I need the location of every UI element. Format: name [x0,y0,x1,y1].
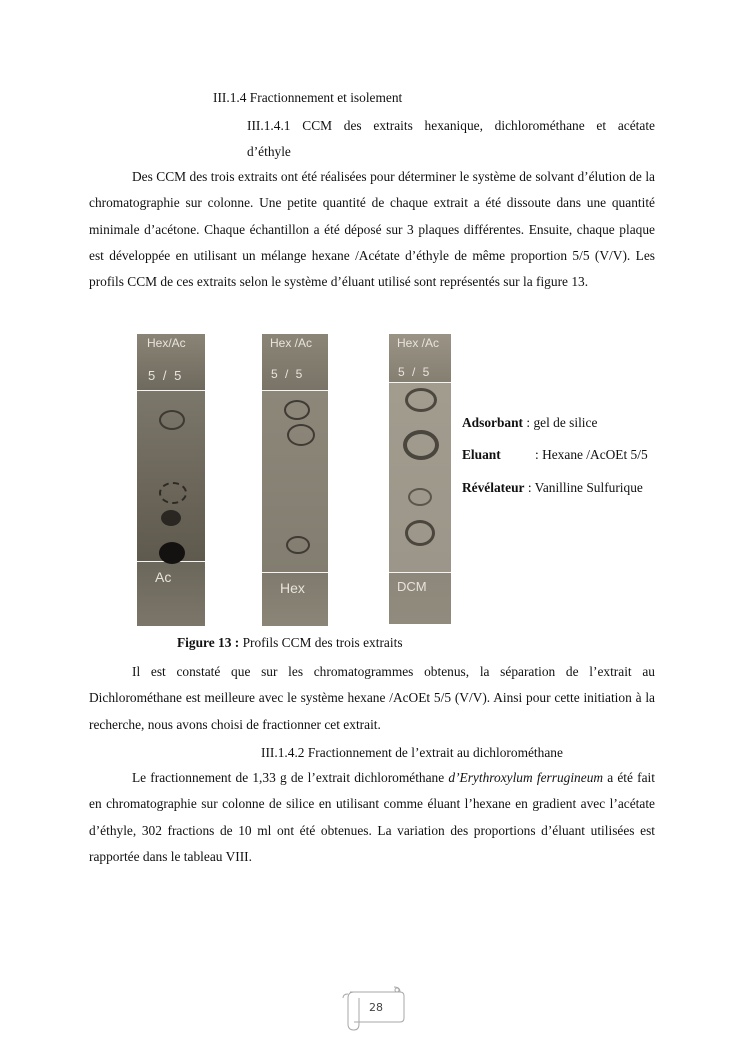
paragraph-results-text: Il est constaté que sur les chromatogrammes obtenus, la séparation de l’extrait au Dichlorométhane est meilleure avec le système hexane /AcOEt 5/5 (V/V). Ainsi pour cette initiation à la recherche, nous avons choisi de fractionner cet extrait. [89,664,655,732]
tlc-spot [159,410,185,430]
figure-caption-text: Profils CCM des trois extraits [239,635,403,650]
legend-eluant-label: Eluant [462,447,501,462]
paragraph-fractionation [89,765,655,870]
tlc-spot [405,520,435,546]
tlc-spot [405,388,437,412]
tlc-spot [159,482,187,504]
tlc-plate-ac [137,334,205,626]
legend-revelateur-label: Révélateur [462,480,525,495]
legend-adsorbant-value: : gel de silice [523,415,598,430]
tlc-spot [287,424,315,446]
paragraph-ccm-method [89,164,655,295]
section-heading: III.1.4 Fractionnement et isolement [213,90,403,105]
tlc-spot [403,430,439,460]
legend-adsorbant-label: Adsorbant [462,415,524,430]
figure-caption [177,635,403,651]
plate-ratio-label: 5 / 5 [148,368,184,383]
legend-adsorbant [462,415,597,431]
plate-bottom-label: Hex [280,580,305,596]
species-name: d’Erythroxylum ferrugineum [448,770,604,785]
figure-label: Figure 13 : [177,635,240,650]
legend-revelateur [462,480,643,496]
tlc-spot [284,400,310,420]
tlc-spot [159,542,185,564]
legend-eluant-value: : Hexane /AcOEt 5/5 [535,447,648,462]
tlc-plate-dcm [389,334,451,624]
subsection-heading-fractionation: III.1.4.2 Fractionnement de l’extrait au dichlorométhane [261,745,563,760]
plate-top-label: Hex /Ac [397,336,440,350]
tlc-plate-hex [262,334,328,626]
tlc-spot [161,510,181,526]
subsection-heading-continued: d’éthyle [247,144,291,159]
tlc-spot [408,488,432,506]
tlc-spot [286,536,310,554]
plate-ratio-label: 5 / 5 [398,365,432,379]
plate-ratio-label: 5 / 5 [271,367,305,381]
paragraph-fractionation-after: a été fait en chromatographie sur colonne de silice en utilisant comme éluant l’hexane en gradient avec l’acétate d’éthyle, 302 fractions de 10 ml ont été obtenues. La variation des proportions d’éluant utilisées est rapportée dans le tableau VIII. [89,770,655,864]
page-number-scroll [340,984,406,1032]
legend-eluant [462,447,648,463]
page-number: 28 [369,1001,383,1014]
plate-bottom-label: DCM [397,579,427,594]
legend-revelateur-value: : Vanilline Sulfurique [524,480,643,495]
subsection-heading: III.1.4.1 CCM des extraits hexanique, dichlorométhane et acétate [247,118,655,133]
plate-top-label: Hex/Ac [147,336,186,350]
plate-bottom-label: Ac [155,569,172,585]
paragraph-fractionation-before: Le fractionnement de 1,33 g de l’extrait dichlorométhane [132,770,449,785]
plate-top-label: Hex /Ac [270,336,313,350]
paragraph-results [89,659,655,738]
paragraph-ccm-method-text: Des CCM des trois extraits ont été réalisées pour déterminer le système de solvant d’élution de la chromatographie sur colonne. Une petite quantité de chaque extrait a été dissoute dans une quantité minimale d’acétone. Chaque échantillon a été déposé sur 3 plaques différentes. Ensuite, chaque plaque est développée en utilisant un mélange hexane /Acétate d’éthyle de même proportion 5/5 (V/V). Les profils CCM de ces extraits selon le système d’éluant utilisé sont représentés sur la figure 13. [89,169,655,290]
